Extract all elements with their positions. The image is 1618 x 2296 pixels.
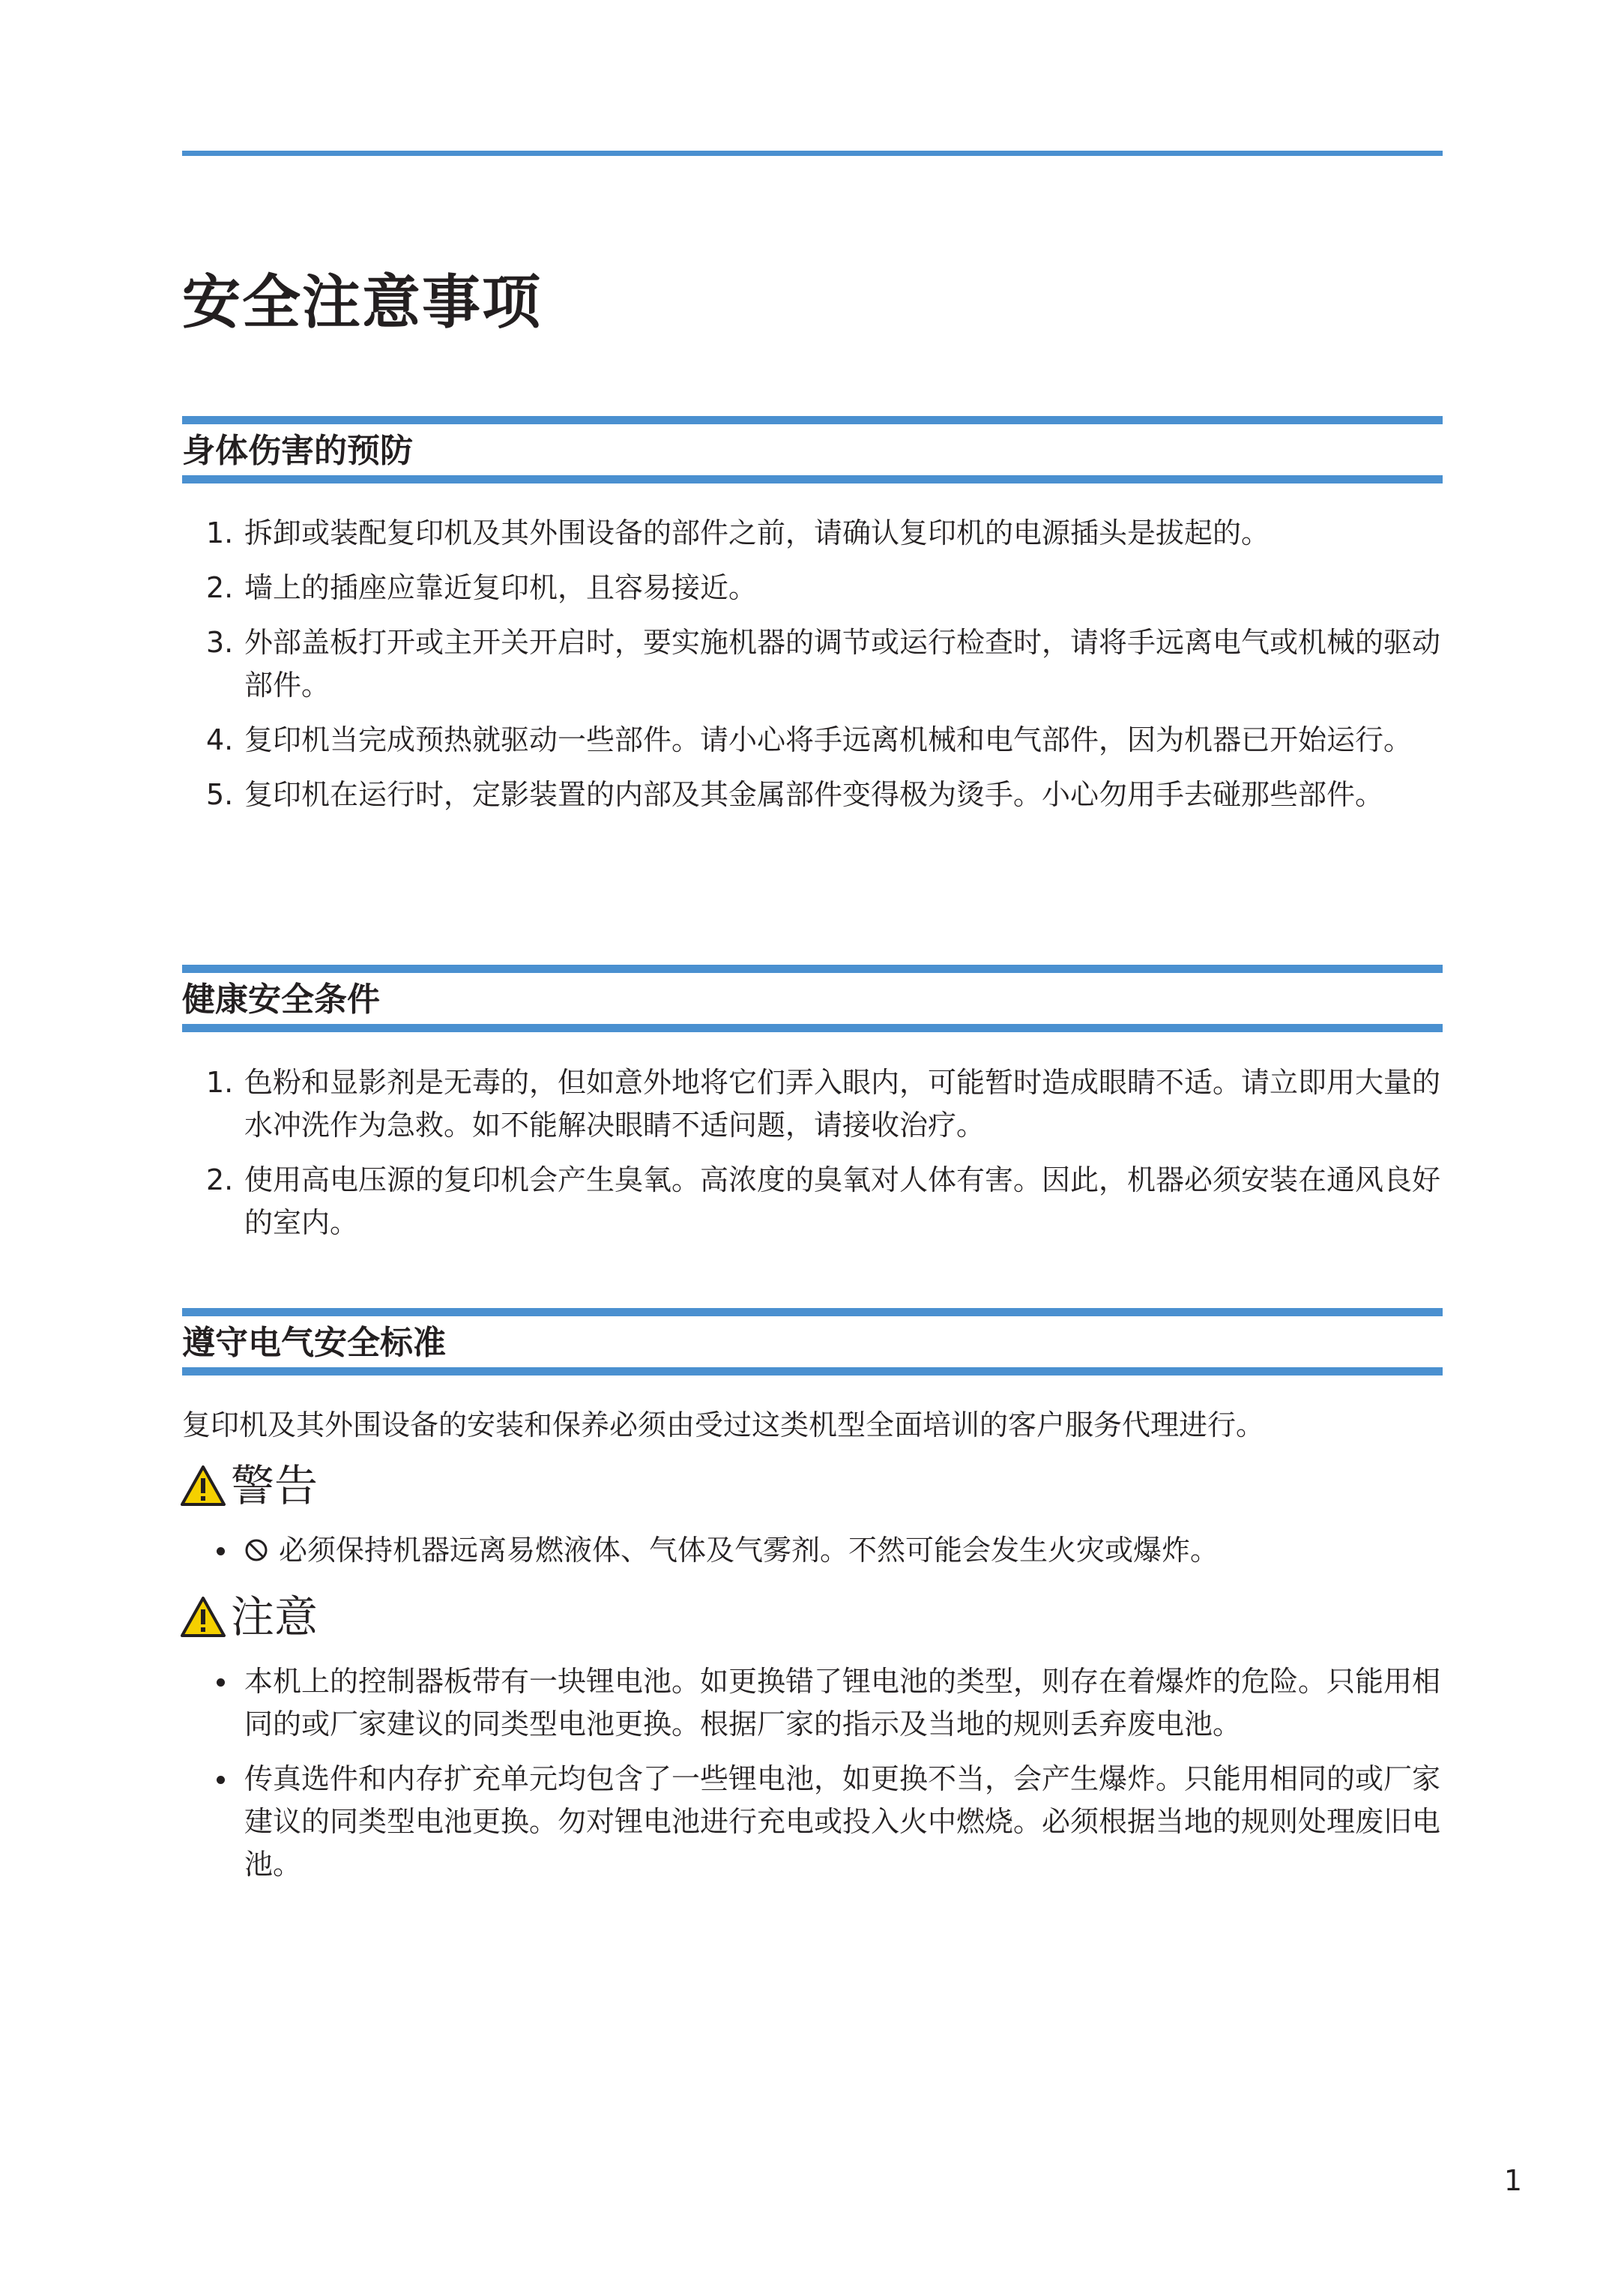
list-item xyxy=(206,1159,1450,1244)
section-heading-health-safety xyxy=(182,965,1443,1032)
warning-list xyxy=(214,1529,1450,1584)
caution-list xyxy=(214,1660,1450,1898)
item-text: 本机上的控制器板带有一块锂电池。如更换错了锂电池的类型，则存在着爆炸的危险。只能用相同的或厂家建议的同类型电池更换。根据厂家的指示及当地的规则丢弃废电池。 xyxy=(244,1665,1441,1741)
item-text: 墙上的插座应靠近复印机，且容易接近。 xyxy=(244,571,758,604)
item-number: 3. xyxy=(206,626,234,659)
item-text: 复印机当完成预热就驱动一些部件。请小心将手远离机械和电气部件，因为机器已开始运行。 xyxy=(244,723,1413,756)
section-heading-electrical-safety xyxy=(182,1308,1443,1376)
list-item xyxy=(214,1529,1450,1572)
warning-triangle-icon xyxy=(180,1596,226,1638)
list-item xyxy=(206,1061,1450,1147)
item-text: 外部盖板打开或主开关开启时，要实施机器的调节或运行检查时，请将手远离电气或机械的驱动部件。 xyxy=(244,626,1441,702)
warning-label: 警告 xyxy=(231,1460,319,1511)
caution-heading xyxy=(180,1591,318,1643)
top-rule xyxy=(182,151,1443,156)
item-text: 必须保持机器远离易燃液体、气体及气雾剂。不然可能会发生火灾或爆炸。 xyxy=(279,1534,1219,1567)
injury-prevention-list xyxy=(206,512,1450,828)
item-number: 5. xyxy=(206,778,234,811)
section-heading-injury-prevention xyxy=(182,416,1443,483)
item-number: 4. xyxy=(206,723,234,756)
page-title: 安全注意事项 xyxy=(182,269,543,337)
item-text: 色粉和显影剂是无毒的，但如意外地将它们弄入眼内，可能暂时造成眼睛不适。请立即用大量的水冲洗作为急救。如不能解决眼睛不适问题，请接收治疗。 xyxy=(244,1066,1441,1142)
item-text: 使用高电压源的复印机会产生臭氧。高浓度的臭氧对人体有害。因此，机器必须安装在通风良好的室内。 xyxy=(244,1163,1441,1239)
bullet-dot xyxy=(217,1776,225,1784)
section-heading-text: 遵守电气安全标准 xyxy=(182,1324,446,1362)
list-item xyxy=(206,621,1450,707)
prohibition-icon xyxy=(244,1538,268,1562)
warning-triangle-icon xyxy=(180,1465,226,1507)
bullet-dot xyxy=(217,1678,225,1687)
health-safety-list xyxy=(206,1061,1450,1256)
list-item xyxy=(206,719,1450,762)
item-number: 1. xyxy=(206,1066,234,1099)
warning-heading xyxy=(180,1459,318,1512)
item-text: 复印机在运行时，定影装置的内部及其金属部件变得极为烫手。小心勿用手去碰那些部件。 xyxy=(244,778,1384,811)
item-number: 2. xyxy=(206,571,234,604)
section-heading-text: 健康安全条件 xyxy=(182,980,380,1019)
bullet-dot xyxy=(217,1547,225,1555)
item-text: 传真选件和内存扩充单元均包含了一些锂电池，如更换不当，会产生爆炸。只能用相同的或厂家建议的同类型电池更换。勿对锂电池进行充电或投入火中燃烧。必须根据当地的规则处理废旧电池。 xyxy=(244,1762,1441,1881)
list-item xyxy=(206,512,1450,555)
list-item xyxy=(206,774,1450,816)
list-item xyxy=(214,1758,1450,1886)
caution-label: 注意 xyxy=(231,1591,319,1642)
section-heading-text: 身体伤害的预防 xyxy=(182,432,413,470)
page-number: 1 xyxy=(1503,2164,1522,2197)
electrical-safety-paragraph: 复印机及其外围设备的安装和保养必须由受过这类机型全面培训的客户服务代理进行。 xyxy=(182,1408,1265,1441)
item-text: 拆卸或装配复印机及其外围设备的部件之前，请确认复印机的电源插头是拔起的。 xyxy=(244,516,1270,549)
item-number: 2. xyxy=(206,1163,234,1196)
item-number: 1. xyxy=(206,516,234,549)
list-item xyxy=(214,1660,1450,1746)
list-item xyxy=(206,567,1450,609)
